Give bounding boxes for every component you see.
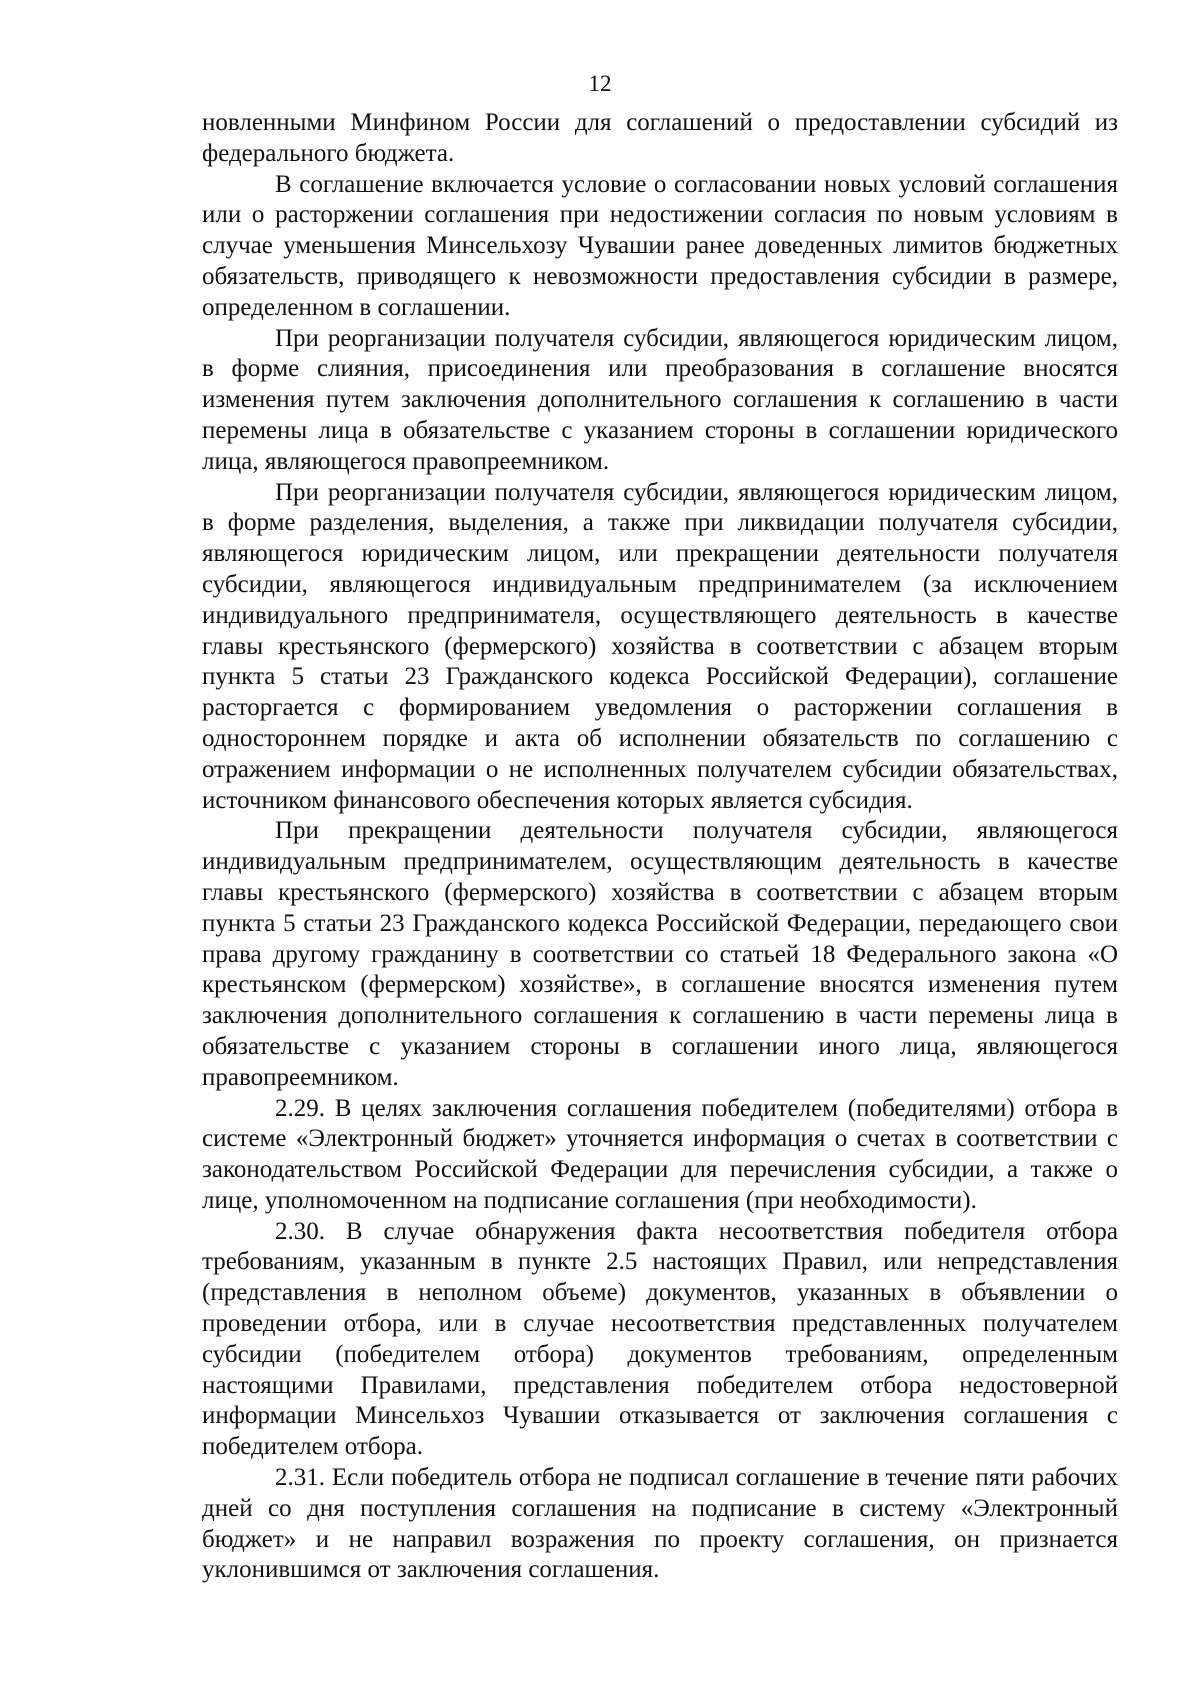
paragraph: При реорганизации получателя субсидии, являющегося юридическим лицом, в форме разделения, выделения, а также при ликвидации получателя субсидии, являющегося юридическим лицом, или прекращении деятельности получателя субсидии, являющегося индивидуальным предпринимателем (за исключением индивидуального предпринимателя, осуществляющего деятельность в качестве главы крестьянского (фермерского) хозяйства в соответствии с абзацем вторым пункта 5 статьи 23 Гражданского кодекса Российской Федерации), соглашение расторгается с формированием уведомления о расторжении соглашения в одностороннем порядке и акта об исполнении обязательств по соглашению с отражением информации о не исполненных получателем субсидии обязательствах, источником финансового обеспечения которых является субсидия. bbox=[202, 478, 1118, 814]
page-number: 12 bbox=[588, 71, 612, 96]
paragraph: В соглашение включается условие о согласовании новых условий соглашения или о расторжении соглашения при недостижении согласия по новым условиям в случае уменьшения Минсельхозу Чувашии ранее доведенных лимитов бюджетных обязательств, приводящего к невозможности предоставления субсидии в размере, определенном в соглашении. bbox=[202, 170, 1118, 321]
document-body bbox=[202, 108, 1118, 1586]
paragraph: 2.31. Если победитель отбора не подписал соглашение в течение пяти рабочих дней со дня поступления соглашения на подписание в систему «Электронный бюджет» и не направил возражения по проекту соглашения, он признается уклонившимся от заключения соглашения. bbox=[202, 1464, 1118, 1584]
paragraph: При прекращении деятельности получателя субсидии, являющегося индивидуальным предпринимателем, осуществляющим деятельность в качестве главы крестьянского (фермерского) хозяйства в соответствии с абзацем вторым пункта 5 статьи 23 Гражданского кодекса Российской Федерации, передающего свои права другому гражданину в соответствии со статьей 18 Федерального закона «О крестьянском (фермерском) хозяйстве», в соглашение вносятся изменения путем заключения дополнительного соглашения к соглашению в части перемены лица в обязательстве с указанием стороны в соглашении иного лица, являющегося правопреемником. bbox=[202, 817, 1118, 1091]
paragraph: новленными Минфином России для соглашений о предоставлении субсидий из федерального бюджета. bbox=[202, 109, 1118, 167]
paragraph: При реорганизации получателя субсидии, являющегося юридическим лицом, в форме слияния, присоединения или преобразования в соглашение вносятся изменения путем заключения дополнительного соглашения к соглашению в части перемены лица в обязательстве с указанием стороны в соглашении юридического лица, являющегося правопреемником. bbox=[202, 324, 1118, 475]
paragraph: 2.29. В целях заключения соглашения победителем (победителями) отбора в системе «Электронный бюджет» уточняется информация о счетах в соответствии с законодательством Российской Федерации для перечисления субсидии, а также о лице, уполномоченном на подписание соглашения (при необходимости). bbox=[202, 1094, 1118, 1214]
paragraph: 2.30. В случае обнаружения факта несоответствия победителя отбора требованиям, указанным в пункте 2.5 настоящих Правил, или непредставления (представления в неполном объеме) документов, указанных в объявлении о проведении отбора, или в случае несоответствия представленных получателем субсидии (победителем отбора) документов требованиям, определенным настоящими Правилами, представления победителем отбора недостоверной информации Минсельхоз Чувашии отказывается от заключения соглашения с победителем отбора. bbox=[202, 1217, 1118, 1461]
